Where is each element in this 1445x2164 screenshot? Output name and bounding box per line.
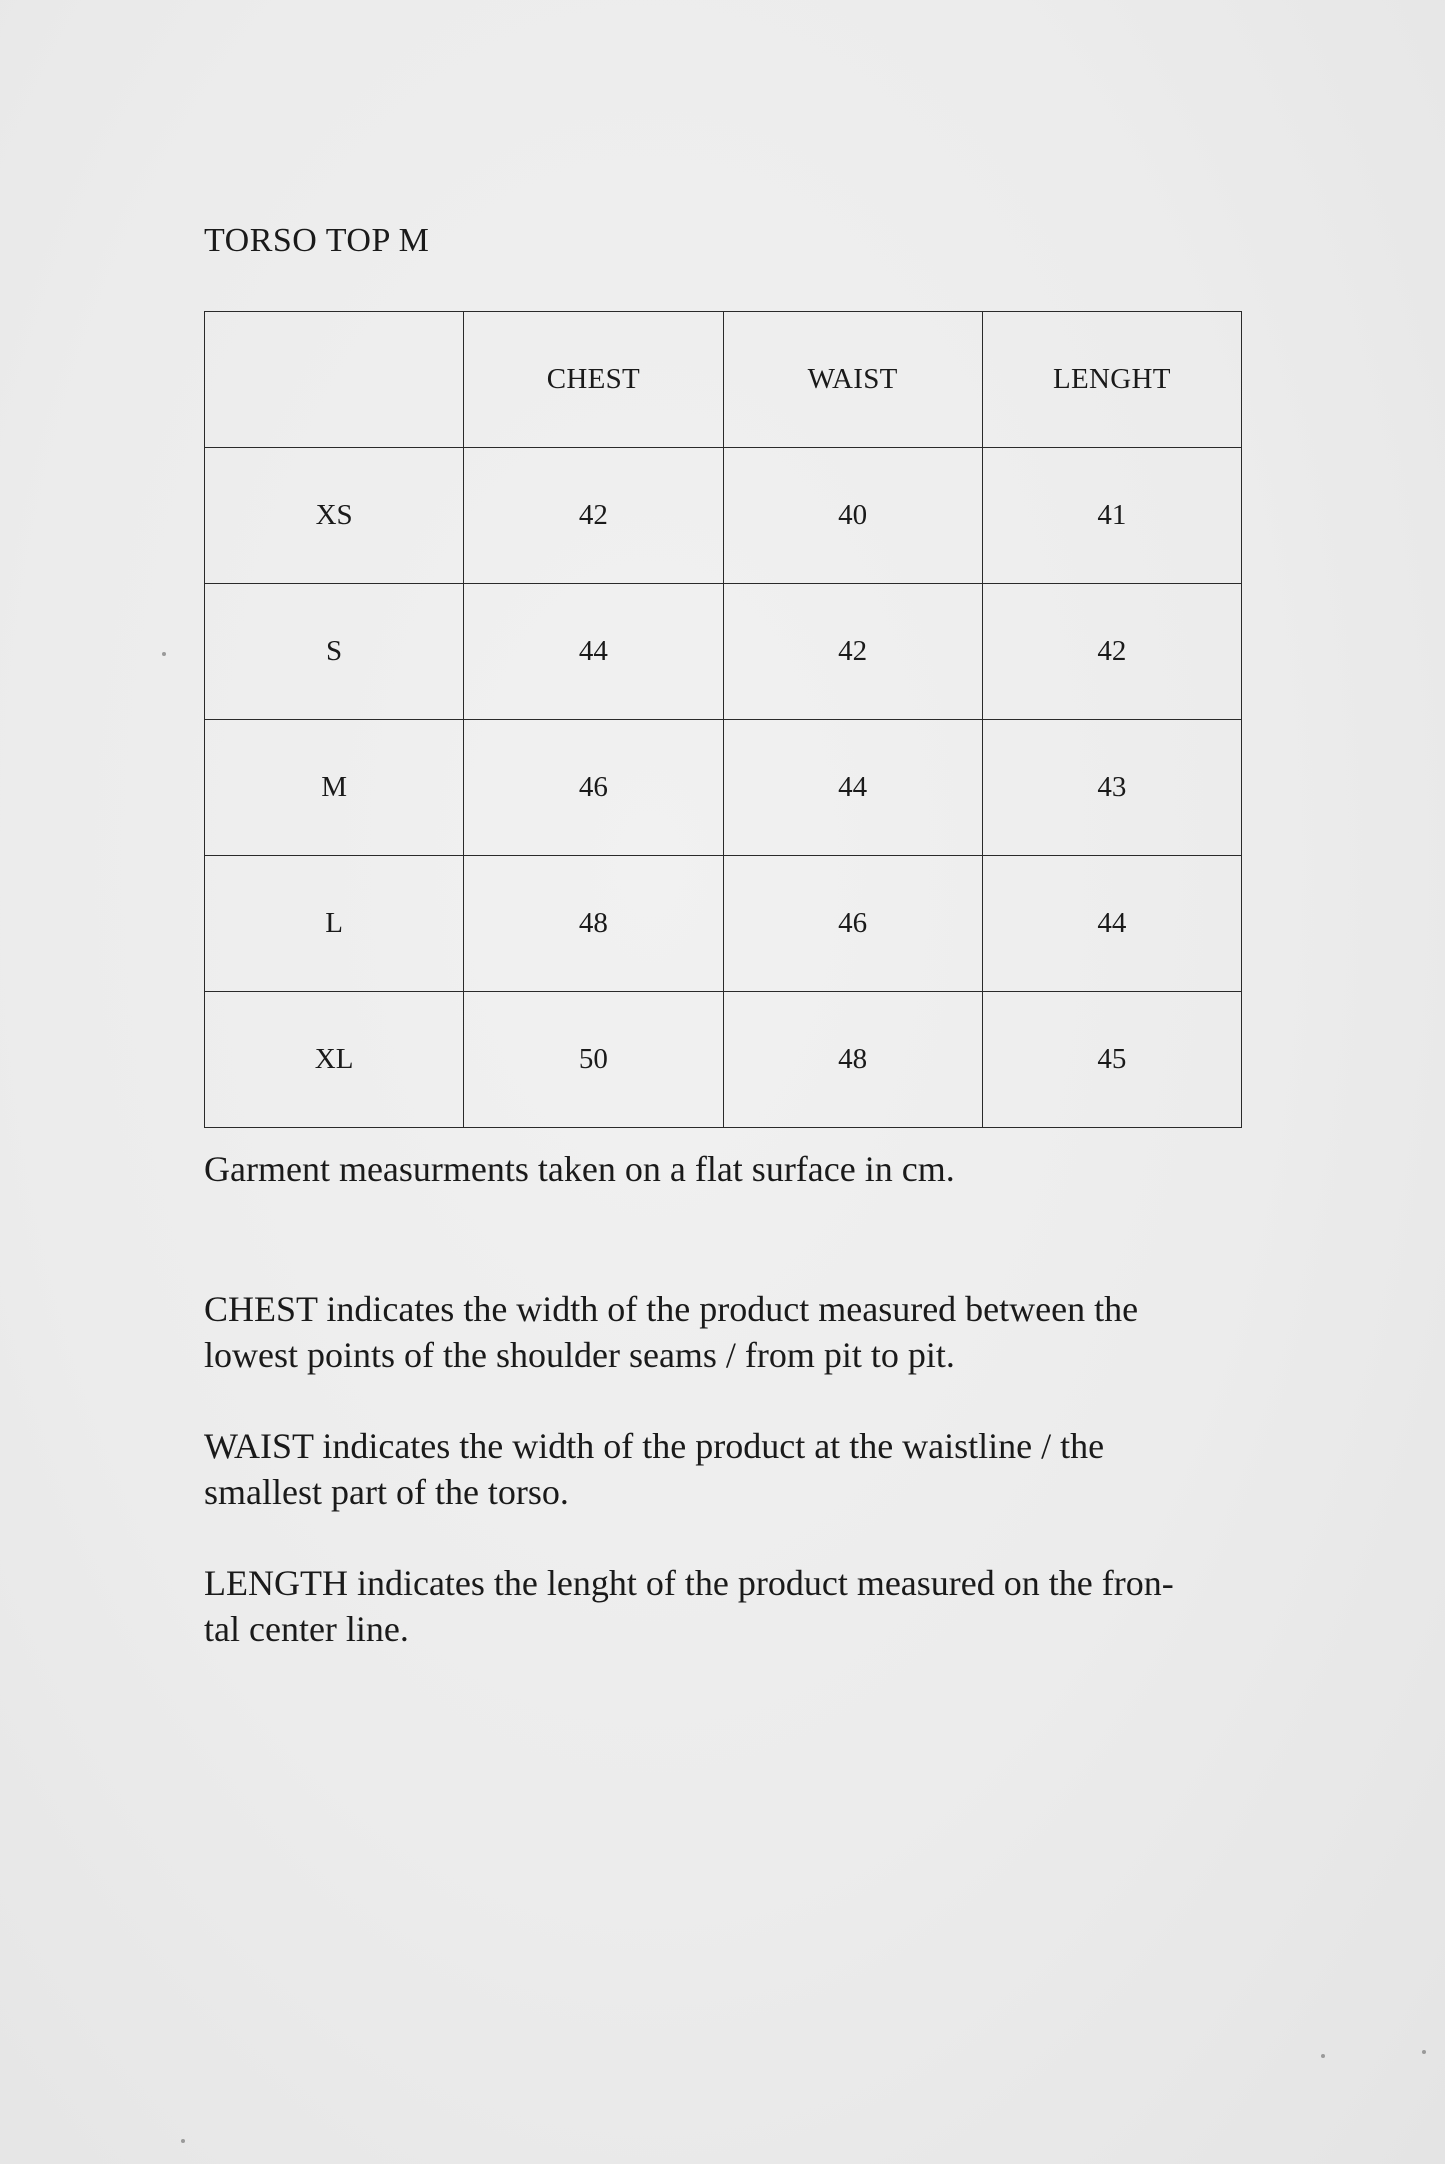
waist-cell: 44 [723, 720, 982, 856]
header-cell-length: LENGHT [982, 312, 1241, 448]
chest-cell: 48 [464, 856, 723, 992]
paper-speck [162, 652, 166, 656]
chest-description-line: CHEST indicates the width of the product measured between the [204, 1289, 1139, 1329]
length-cell: 43 [982, 720, 1241, 856]
paper-speck [181, 2139, 185, 2143]
waist-description [204, 1423, 1254, 1515]
length-description-line: LENGTH indicates the lenght of the product measured on the fron- [204, 1563, 1174, 1603]
chest-description-line: lowest points of the shoulder seams / from pit to pit. [204, 1335, 955, 1375]
waist-cell: 48 [723, 992, 982, 1128]
length-cell: 45 [982, 992, 1241, 1128]
waist-cell: 42 [723, 584, 982, 720]
header-cell-chest: CHEST [464, 312, 723, 448]
size-cell: S [205, 584, 464, 720]
measurement-note: Garment measurments taken on a flat surface in cm. [204, 1149, 955, 1189]
chest-cell: 42 [464, 448, 723, 584]
waist-cell: 46 [723, 856, 982, 992]
table-header-row [205, 312, 1242, 448]
table-row [205, 448, 1242, 584]
paper-speck [1321, 2054, 1325, 2058]
length-cell: 44 [982, 856, 1241, 992]
length-description [204, 1560, 1254, 1652]
table-row [205, 856, 1242, 992]
waist-description-line: WAIST indicates the width of the product at the waistline / the [204, 1426, 1105, 1466]
size-cell: XS [205, 448, 464, 584]
table-row [205, 720, 1242, 856]
size-cell: M [205, 720, 464, 856]
header-cell-empty [205, 312, 464, 448]
size-cell: L [205, 856, 464, 992]
table-row [205, 584, 1242, 720]
size-cell: XL [205, 992, 464, 1128]
waist-description-line: smallest part of the torso. [204, 1472, 569, 1512]
page-title: TORSO TOP M [204, 222, 430, 259]
chest-description [204, 1286, 1254, 1378]
length-cell: 42 [982, 584, 1241, 720]
chest-cell: 44 [464, 584, 723, 720]
length-cell: 41 [982, 448, 1241, 584]
header-cell-waist: WAIST [723, 312, 982, 448]
chest-cell: 50 [464, 992, 723, 1128]
size-table [204, 311, 1242, 1128]
waist-cell: 40 [723, 448, 982, 584]
chest-cell: 46 [464, 720, 723, 856]
length-description-line: tal center line. [204, 1609, 409, 1649]
paper-speck [1422, 2050, 1426, 2054]
table-row [205, 992, 1242, 1128]
